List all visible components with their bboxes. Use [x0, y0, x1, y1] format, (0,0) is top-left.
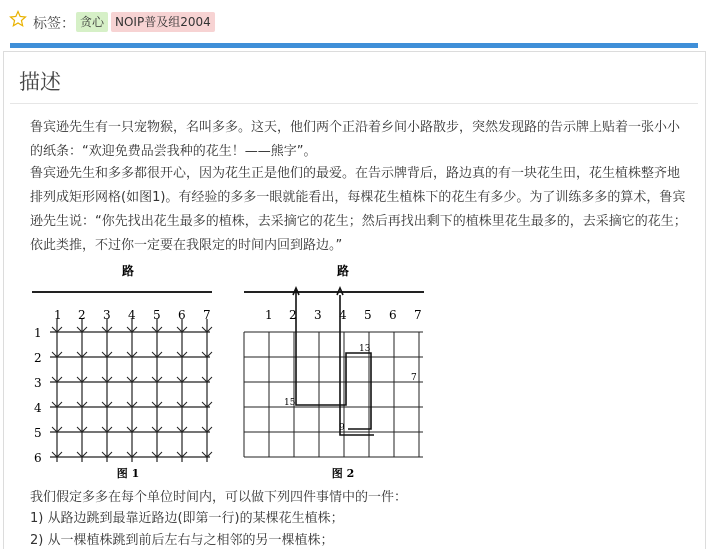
- svg-text:1: 1: [265, 308, 273, 322]
- tags-label: 标签：: [33, 16, 75, 32]
- rule-item-1: 1) 从路边跳到最靠近路边(即第一行)的某棵花生植株；: [30, 511, 344, 526]
- svg-text:4: 4: [34, 401, 42, 415]
- figure-2: [244, 263, 424, 480]
- svg-text:2: 2: [34, 351, 42, 365]
- svg-text:7: 7: [414, 308, 422, 322]
- svg-text:6: 6: [389, 308, 397, 322]
- title-divider: [10, 103, 698, 104]
- svg-text:7: 7: [203, 308, 211, 322]
- tag-bar: [0, 0, 708, 40]
- svg-text:15: 15: [284, 398, 296, 408]
- figure-1: [32, 263, 212, 480]
- svg-text:3: 3: [314, 308, 322, 322]
- tag-greedy[interactable]: 贪心: [76, 12, 108, 32]
- tag-noip[interactable]: NOIP普及组2004: [111, 12, 215, 32]
- svg-text:9: 9: [339, 423, 345, 433]
- svg-text:1: 1: [34, 326, 42, 340]
- fig2-caption: 图 2: [331, 467, 355, 480]
- svg-text:7: 7: [411, 373, 417, 383]
- svg-text:3: 3: [103, 308, 111, 322]
- svg-text:3: 3: [34, 376, 42, 390]
- accent-divider: [10, 43, 698, 48]
- svg-text:5: 5: [153, 308, 161, 322]
- rule-item-2: 2) 从一棵植株跳到前后左右与之相邻的另一棵植株；: [30, 533, 334, 548]
- svg-text:5: 5: [364, 308, 372, 322]
- svg-text:4: 4: [339, 308, 347, 322]
- svg-text:1: 1: [54, 308, 62, 322]
- fig1-caption: 图 1: [116, 467, 140, 480]
- fig2-col-numbers: [265, 308, 422, 322]
- svg-text:2: 2: [78, 308, 86, 322]
- svg-text:6: 6: [34, 451, 42, 465]
- fig2-road-label: 路: [336, 264, 350, 278]
- svg-text:4: 4: [128, 308, 136, 322]
- fig1-row-numbers: [34, 326, 42, 465]
- svg-text:5: 5: [34, 426, 42, 440]
- section-title: 描述: [19, 70, 61, 94]
- peanut-field-figure: [30, 257, 450, 482]
- paragraph-1: 鲁宾逊先生有一只宠物猴，名叫多多。这天，他们两个正沿着乡间小路散步，突然发现路的告示牌上贴着一张小小的纸条：“欢迎免费品尝我种的花生！——熊字”。: [30, 120, 681, 159]
- fig1-road-label: 路: [121, 264, 135, 278]
- fig2-path: [293, 288, 374, 435]
- star-icon[interactable]: [9, 10, 27, 28]
- paragraph-3: 我们假定多多在每个单位时间内，可以做下列四件事情中的一件：: [30, 490, 408, 505]
- svg-text:2: 2: [289, 308, 297, 322]
- svg-text:13: 13: [359, 344, 371, 354]
- svg-text:6: 6: [178, 308, 186, 322]
- paragraph-2: 鲁宾逊先生和多多都很开心，因为花生正是他们的最爱。在告示牌背后，路边真的有一块花生田，花生植株整齐地排列成矩形网格(如图1)。有经验的多多一眼就能看出，每棵花生植株下的花生有多少。为了训练多多的算术，鲁宾逊先生说：“你先找出花生最多的植株，去采摘它的花生；然后再找出剩下的植株里花生最多的，去采摘它的花生；依此类推，不过你一定要在我限定的时间内回到路边。”: [30, 166, 687, 253]
